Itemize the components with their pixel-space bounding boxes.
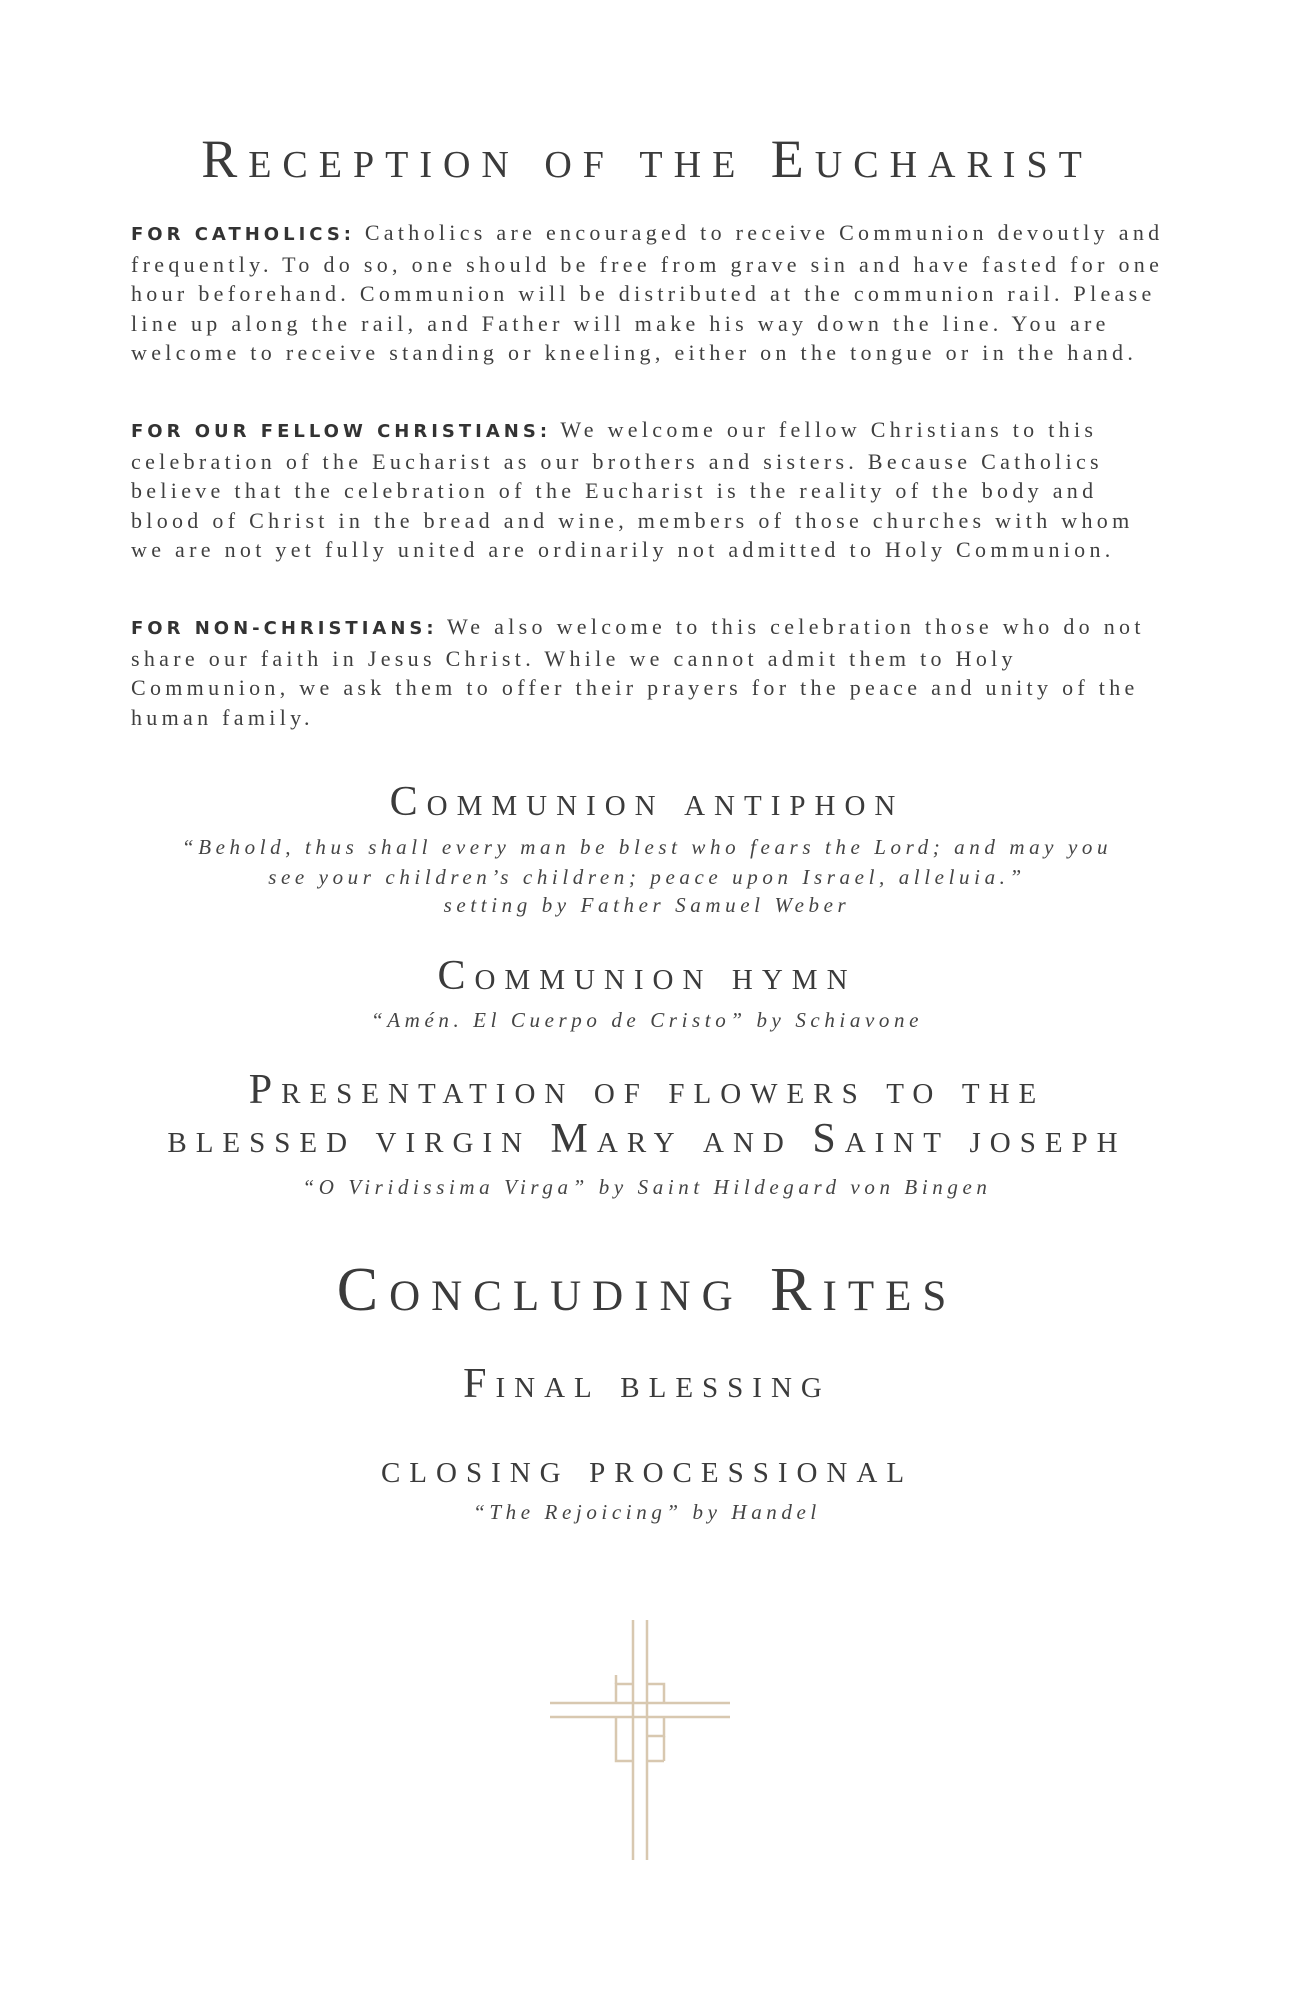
christians-text: We welcome our fellow Christians to this celebration of the Eucharist as our brothers and sisters. Because Catholics believe that the celebration of the Eucharist is the reality of the body and blood of Christ in the bread and wine, members of those churches with whom we are not yet fully united are ordinarily not admitted to Holy Communion. [131, 417, 1134, 562]
cross-icon [550, 1620, 730, 1860]
catholics-text: Catholics are encouraged to receive Communion devoutly and frequently. To do so, one should be free from grave sin and have fasted for one hour beforehand. Communion will be distributed at the communion rail. Please line up along the rail, and Father will make his way down the line. You are welcome to receive standing or kneeling, either on the tongue or in the hand. [131, 220, 1164, 365]
hymn-detail: “Amén. El Cuerpo de Cristo” by Schiavone [370, 1008, 924, 1032]
antiphon-line-2: see your children’s children; peace upon Israel, alleluia.” [268, 865, 1026, 889]
antiphon-setting: setting by Father Samuel Weber [443, 893, 851, 917]
catholics-paragraph [131, 218, 1171, 368]
christians-paragraph [131, 415, 1171, 565]
flowers-title-line-2: blessed virgin Mary and Saint joseph [167, 1116, 1127, 1162]
antiphon-line-1: “Behold, thus shall every man be blest who fears the Lord; and may you [181, 835, 1113, 859]
hymn-title: Communion hymn [437, 953, 857, 999]
nonchristians-paragraph [131, 612, 1171, 732]
flowers-title-line-1: Presentation of flowers to the [248, 1067, 1046, 1113]
processional-title: closing processional [380, 1446, 914, 1492]
reception-title: Reception of the Eucharist [201, 129, 1093, 189]
christians-label: FOR OUR FELLOW CHRISTIANS: [131, 421, 552, 442]
concluding-title: Concluding Rites [336, 1256, 958, 1324]
blessing-title: Final blessing [463, 1361, 831, 1407]
catholics-label: FOR CATHOLICS: [131, 224, 355, 245]
nonchristians-label: FOR NON-CHRISTIANS: [131, 618, 438, 639]
processional-detail: “The Rejoicing” by Handel [473, 1500, 821, 1524]
flowers-detail: “O Viridissima Virga” by Saint Hildegard von Bingen [302, 1175, 992, 1199]
nonchristians-text: We also welcome to this celebration those who do not share our faith in Jesus Christ. While we cannot admit them to Holy Communion, we ask them to offer their prayers for the peace and unity of the human family. [131, 614, 1145, 730]
antiphon-title: Communion antiphon [389, 779, 905, 825]
